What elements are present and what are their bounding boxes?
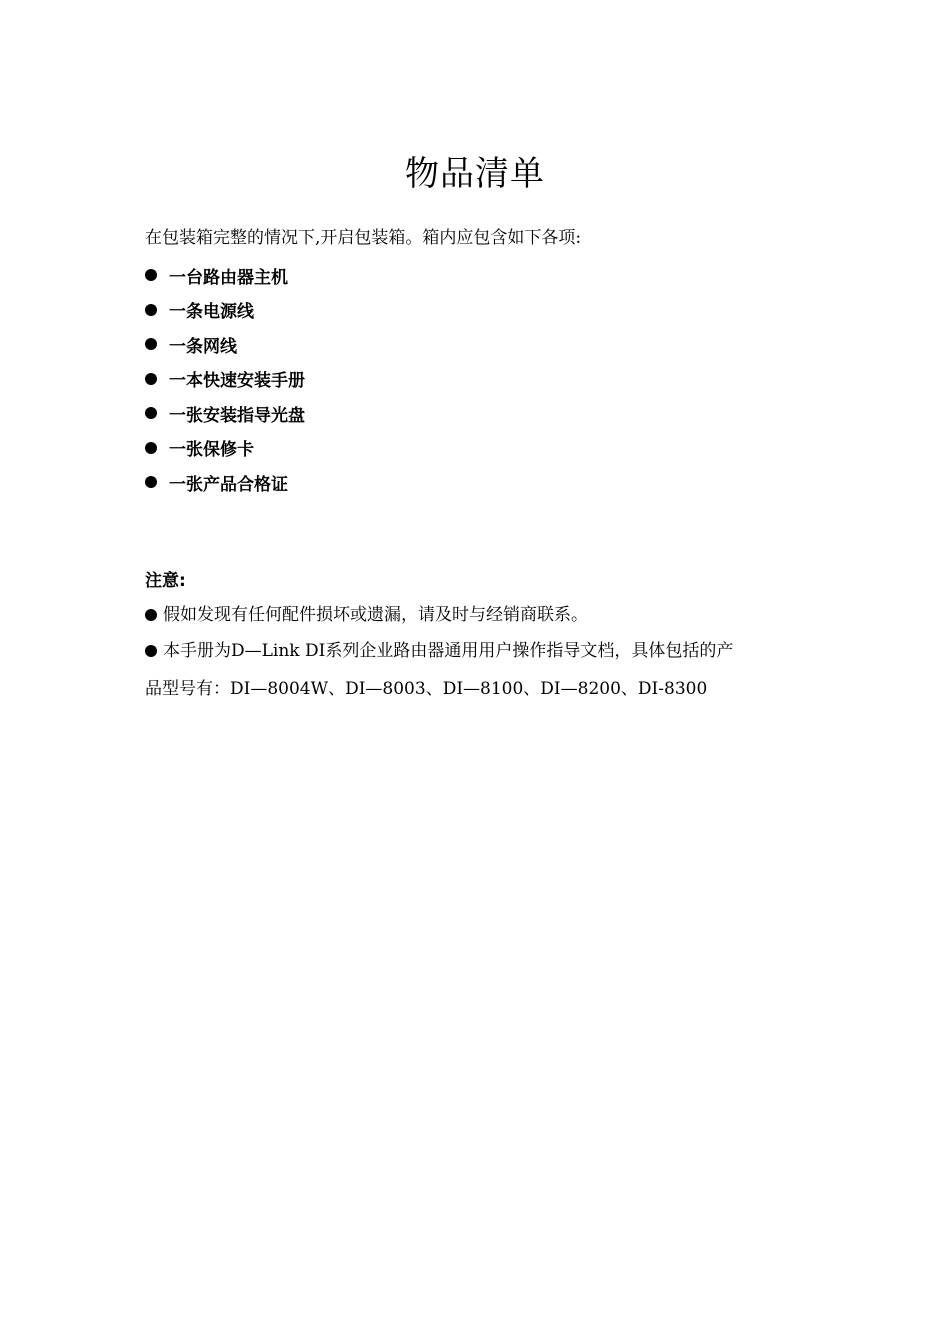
list-item-label: 一张保修卡 — [169, 440, 254, 461]
list-item-label: 一条电源线 — [169, 302, 254, 323]
bullet-icon — [145, 269, 157, 281]
list-item — [145, 396, 305, 431]
notice-heading: 注意: — [145, 571, 186, 591]
notice-line — [145, 639, 733, 663]
list-item — [145, 431, 305, 466]
bullet-icon — [145, 645, 157, 657]
list-item-label: 一张产品合格证 — [169, 474, 288, 495]
notice-line — [145, 603, 588, 627]
bullet-icon — [145, 442, 157, 454]
notice-text: 假如发现有任何配件损坏或遗漏，请及时与经销商联系。 — [163, 605, 588, 625]
list-item — [145, 362, 305, 397]
package-contents-list — [145, 258, 305, 500]
list-item — [145, 327, 305, 362]
bullet-icon — [145, 476, 157, 488]
bullet-icon — [145, 338, 157, 350]
notice-text: 本手册为D—Link DI系列企业路由器通用用户操作指导文档，具体包括的产 — [163, 641, 734, 661]
list-item-label: 一张安装指导光盘 — [169, 405, 305, 426]
list-item-label: 一台路由器主机 — [169, 267, 288, 288]
page-title: 物品清单 — [405, 154, 545, 194]
bullet-icon — [145, 407, 157, 419]
list-item — [145, 465, 305, 500]
bullet-icon — [145, 373, 157, 385]
list-item-label: 一本快速安装手册 — [169, 371, 305, 392]
list-item-label: 一条网线 — [169, 336, 237, 357]
notice-line-continuation: 品型号有：DI—8004W、DI—8003、DI—8100、DI—8200、DI-8300 — [145, 679, 708, 699]
bullet-icon — [145, 304, 157, 316]
bullet-icon — [145, 609, 157, 621]
intro-text: 在包装箱完整的情况下,开启包装箱。箱内应包含如下各项: — [145, 228, 582, 248]
list-item — [145, 258, 305, 293]
list-item — [145, 293, 305, 328]
